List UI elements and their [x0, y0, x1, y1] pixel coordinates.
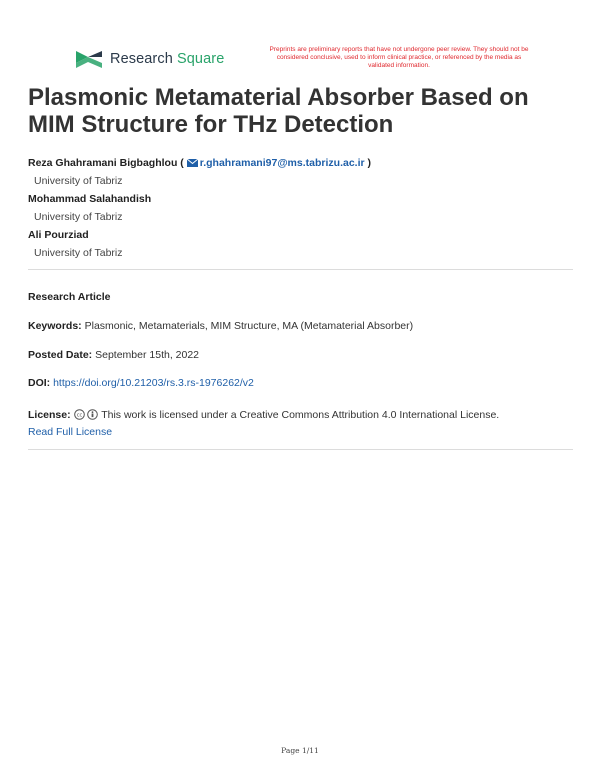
divider [28, 269, 573, 270]
author-affiliation: University of Tabriz [34, 175, 123, 187]
author-affiliation: University of Tabriz [34, 211, 123, 223]
posted-date-row [28, 349, 573, 361]
svg-text:cc: cc [76, 412, 82, 419]
mail-icon [187, 159, 198, 167]
author-name: Mohammad Salahandish [28, 193, 152, 205]
license-label: License: [28, 409, 71, 421]
read-full-license-link[interactable]: Read Full License [28, 426, 113, 438]
author-affiliation: University of Tabriz [34, 247, 123, 259]
research-square-logo-icon [74, 48, 104, 70]
license-text: This work is licensed under a Creative Commons Attribution 4.0 International License. [101, 409, 500, 421]
research-square-logo[interactable] [74, 48, 224, 70]
author-email-link[interactable]: r.ghahramani97@ms.tabrizu.ac.ir [187, 157, 365, 169]
cc-by-icon [87, 409, 98, 420]
doi-label: DOI: [28, 377, 51, 389]
keywords-value: Plasmonic, Metamaterials, MIM Structure, MA (Metamaterial Absorber) [84, 320, 414, 332]
cc-icon [74, 409, 85, 420]
preprint-notice: Preprints are preliminary reports that have not undergone peer review. They should not be considered conclusive, used to inform clinical practice, or referenced by the media as validated information. [269, 46, 529, 69]
posted-date-label: Posted Date: [28, 349, 93, 361]
paper-title: Plasmonic Metamaterial Absorber Based on MIM Structure for THz Detection [28, 84, 529, 138]
logo-text: Research Square [110, 51, 225, 67]
keywords-label: Keywords: [28, 320, 82, 332]
divider [28, 449, 573, 450]
author-list [28, 154, 573, 262]
posted-date-value: September 15th, 2022 [95, 349, 200, 361]
doi-link[interactable]: https://doi.org/10.21203/rs.3.rs-1976262/v2 [53, 377, 254, 389]
doi-row [28, 377, 573, 389]
license-row [28, 407, 573, 441]
keywords-row [28, 320, 573, 332]
author-name: Ali Pourziad [28, 229, 89, 241]
author-name: Reza Ghahramani Bigbaghlou ( r.ghahramani97@ms.tabrizu.ac.ir ) [28, 157, 372, 169]
article-type: Research Article [28, 291, 111, 303]
page-number: Page 1/11 [281, 746, 319, 755]
